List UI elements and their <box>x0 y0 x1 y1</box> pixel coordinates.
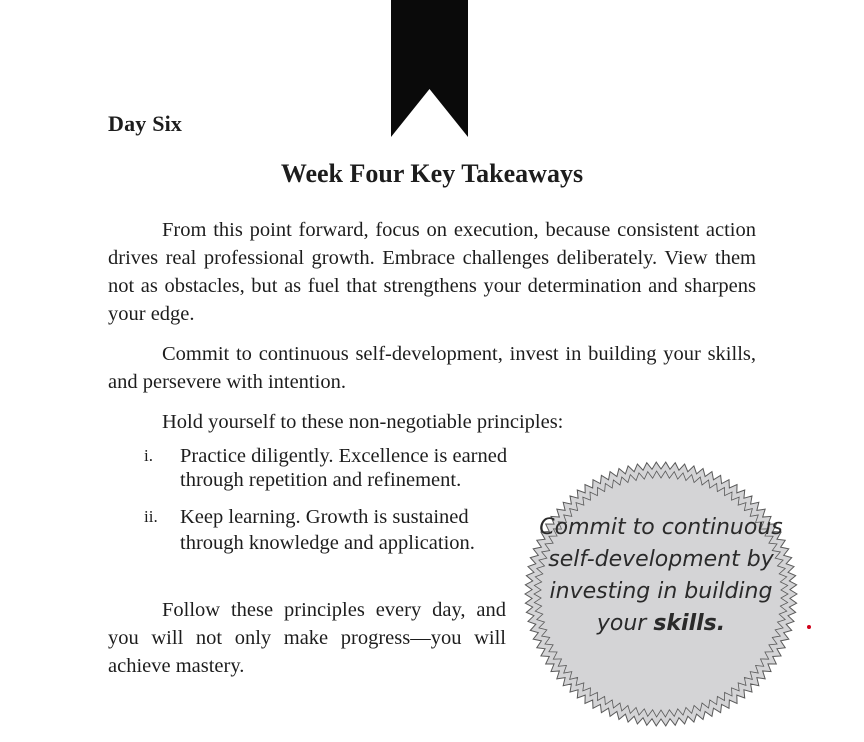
page-title: Week Four Key Takeaways <box>280 159 584 188</box>
paragraph-4: Follow these principles every day, and you will not only make progress—you will achieve mastery. <box>108 599 506 677</box>
principles-list <box>108 444 570 556</box>
list-item <box>108 444 570 492</box>
callout-text-bold: skills. <box>653 611 726 636</box>
list-marker: i. <box>144 446 153 465</box>
paragraph-1: From this point forward, focus on execution, because consistent action drives real professional growth. Embrace challenges deliberately. View them not as obstacles, but as fuel that strengthens your determination and sharpens your edge. <box>108 219 756 325</box>
red-mark <box>807 625 811 629</box>
bookmark-ribbon-icon <box>391 0 468 137</box>
list-item <box>108 504 510 556</box>
list-item-text: Keep learning. Growth is sustained through knowledge and application. <box>180 506 475 554</box>
callout-text-main: Commit to continuous self-development by investing in building your <box>539 515 783 636</box>
paragraph-3: Hold yourself to these non-negotiable principles: <box>162 411 564 433</box>
day-label: Day Six <box>108 111 183 136</box>
list-item-text: Practice diligently. Excellence is earned through repetition and refinement. <box>180 445 508 491</box>
callout-text <box>538 512 784 640</box>
paragraph-2: Commit to continuous self-development, invest in building your skills, and persevere with intention. <box>108 343 756 393</box>
list-marker: ii. <box>144 507 158 526</box>
